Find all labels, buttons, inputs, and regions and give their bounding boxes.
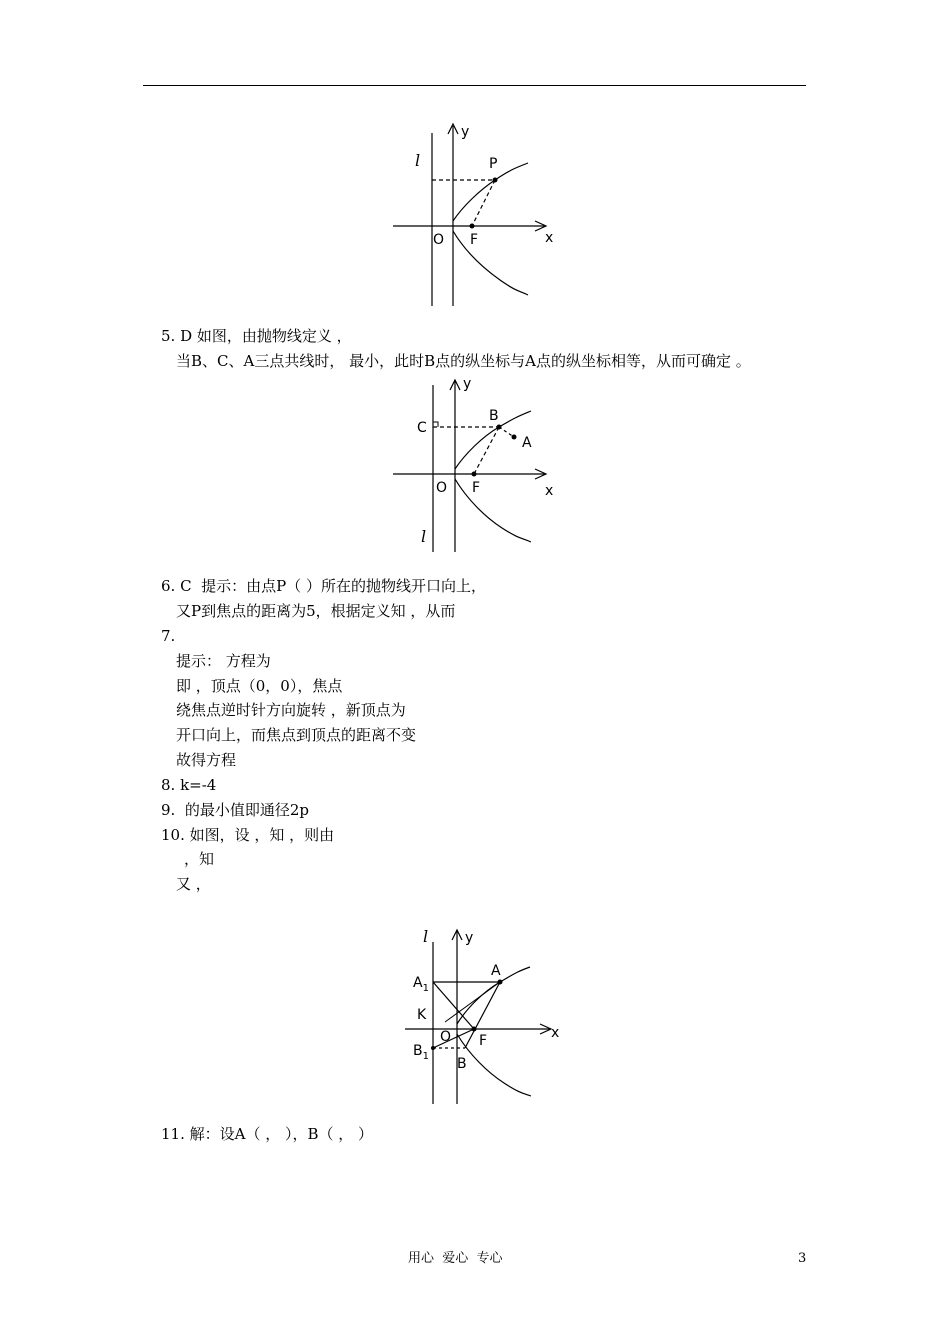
- label-f: F: [470, 232, 479, 248]
- q6-line2: 又P到焦点的距离为5，根据定义知 ，从而: [176, 602, 456, 620]
- label-l: l: [423, 927, 429, 946]
- label-l: l: [415, 151, 421, 170]
- label-a: A: [491, 963, 501, 979]
- q10-line2: ，知: [184, 850, 215, 868]
- label-y: y: [461, 124, 470, 140]
- point-b: [497, 425, 502, 430]
- point-a: [498, 980, 503, 985]
- figure-parabola-p: [385, 118, 565, 308]
- q7-line2: 即 ，顶点（0，0），焦点: [176, 677, 343, 695]
- q7-line4: 开口向上，而焦点到顶点的距离不变: [176, 726, 417, 744]
- label-x: x: [545, 230, 554, 246]
- label-y: y: [465, 930, 474, 946]
- q10-line3: 又 ，: [176, 875, 211, 893]
- label-p: P: [489, 156, 498, 172]
- q5-line2: 当B、C、A三点共线时， 最小，此时B点的纵坐标与A点的纵坐标相等，从而可确定 。: [176, 352, 751, 370]
- label-x: x: [545, 483, 554, 499]
- label-c: C: [417, 420, 427, 436]
- q8-line: 8. k=-4: [161, 776, 217, 794]
- label-y: y: [463, 376, 472, 392]
- q7-number: 7.: [161, 627, 176, 645]
- figure-parabola-focal-chord: [405, 922, 575, 1112]
- page-number: 3: [798, 1251, 807, 1266]
- header-rule: [143, 85, 806, 86]
- label-b: B: [489, 408, 499, 424]
- point-a: [512, 435, 517, 440]
- label-a: A: [522, 435, 532, 451]
- q7-line1: 提示： 方程为: [176, 652, 271, 670]
- figure-parabola-bca: [385, 370, 565, 560]
- label-o: O: [440, 1029, 452, 1045]
- label-f: F: [472, 480, 481, 496]
- point-b1: [431, 1046, 435, 1050]
- point-f: [472, 472, 477, 477]
- q10-line1: 10. 如图，设 ，知 ，则由: [161, 826, 335, 844]
- q7-line5: 故得方程: [176, 751, 237, 769]
- label-a1: $A_1$: [413, 975, 429, 994]
- label-b: B: [457, 1056, 467, 1072]
- point-p: [493, 178, 498, 183]
- label-x: x: [551, 1025, 560, 1041]
- label-o: O: [436, 480, 448, 496]
- q6-line1: 6. C 提示：由点P（ ）所在的抛物线开口向上，: [161, 577, 486, 595]
- footer-motto: 用心 爱心 专心: [408, 1251, 503, 1266]
- q7-line3: 绕焦点逆时针方向旋转 ，新顶点为: [176, 701, 406, 719]
- point-f: [470, 224, 475, 229]
- label-o: O: [433, 232, 445, 248]
- q5-line1: 5. D 如图，由抛物线定义 ，: [161, 327, 352, 345]
- label-f: F: [479, 1033, 488, 1049]
- q9-line: 9. 的最小值即通径2p: [161, 801, 309, 819]
- q11-line: 11. 解：设A（ ， ），B（ ， ）: [161, 1125, 374, 1143]
- point-f: [472, 1027, 477, 1032]
- label-b1: $B_1$: [413, 1043, 429, 1062]
- label-k: K: [417, 1007, 427, 1023]
- label-l: l: [421, 527, 427, 546]
